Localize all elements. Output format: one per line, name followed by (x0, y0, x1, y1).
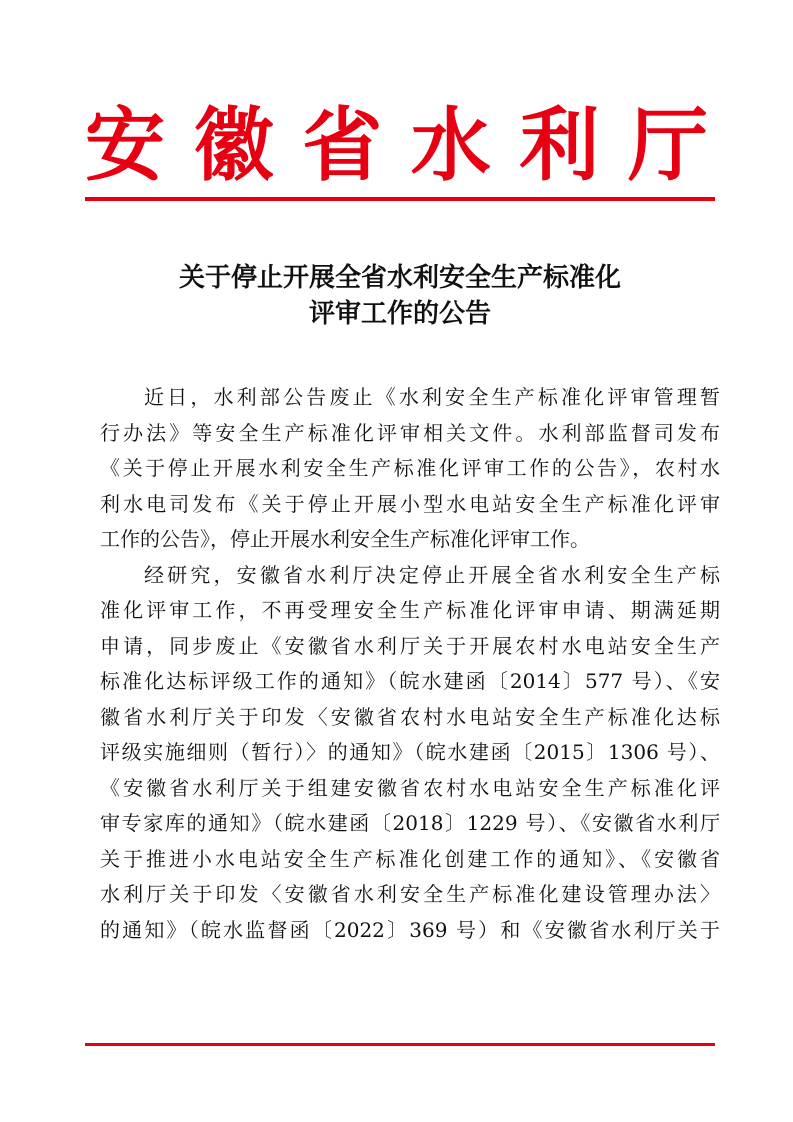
header-char: 水 (410, 99, 491, 192)
body-line: 《安徽省水利厅关于组建安徽省农村水电站安全生产标准化评 (100, 775, 720, 800)
body-line: 关于推进小水电站安全生产标准化创建工作的通知》、《安徽省 (100, 846, 720, 871)
body-line: 行办法》等安全生产标准化评审相关文件。水利部监督司发布 (100, 420, 720, 445)
header-char: 安 (85, 99, 165, 192)
document-title-line-2: 评审工作的公告 (308, 299, 491, 329)
body-line: 经研究，安徽省水利厅决定停止开展全省水利安全生产标 (144, 562, 720, 587)
issuing-authority-header (85, 98, 708, 194)
document-title-line-1: 关于停止开展全省水利安全生产标准化 (178, 263, 621, 293)
body-line: 的通知》（皖水监督函〔2022〕369 号）和《安徽省水利厅关于 (100, 917, 720, 942)
body-line: 工作的公告》，停止开展水利安全生产标准化评审工作。 (100, 527, 590, 551)
body-line: 标准化达标评级工作的通知》（皖水建函〔2014〕577 号）、《安 (100, 669, 720, 693)
body-line: 水利厅关于印发〈安徽省水利安全生产标准化建设管理办法〉 (100, 882, 720, 906)
body-line: 审专家库的通知》（皖水建函〔2018〕1229 号）、《安徽省水利厅 (100, 811, 720, 835)
header-char: 厅 (627, 99, 708, 192)
body-line: 徽省水利厅关于印发〈安徽省农村水电站安全生产标准化达标 (100, 704, 720, 729)
document-title (85, 260, 715, 332)
body-line: 近日，水利部公告废止《水利安全生产标准化评审管理暂 (144, 385, 720, 409)
body-line: 评级实施细则（暂行）〉的通知》（皖水建函〔2015〕1306 号）、 (100, 740, 720, 764)
header-char: 利 (519, 99, 600, 192)
body-line: 申请，同步废止《安徽省水利厅关于开展农村水电站安全生产 (100, 633, 720, 658)
header-red-rule (85, 197, 715, 201)
header-char: 徽 (193, 99, 274, 192)
header-char: 省 (302, 99, 383, 192)
document-body (100, 380, 720, 948)
body-line: 准化评审工作，不再受理安全生产标准化评审申请、期满延期 (100, 598, 720, 622)
body-line: 《关于停止开展水利安全生产标准化评审工作的公告》，农村水 (100, 456, 720, 480)
body-line: 利水电司发布《关于停止开展小型水电站安全生产标准化评审 (100, 491, 720, 516)
footer-red-rule (85, 1043, 715, 1046)
